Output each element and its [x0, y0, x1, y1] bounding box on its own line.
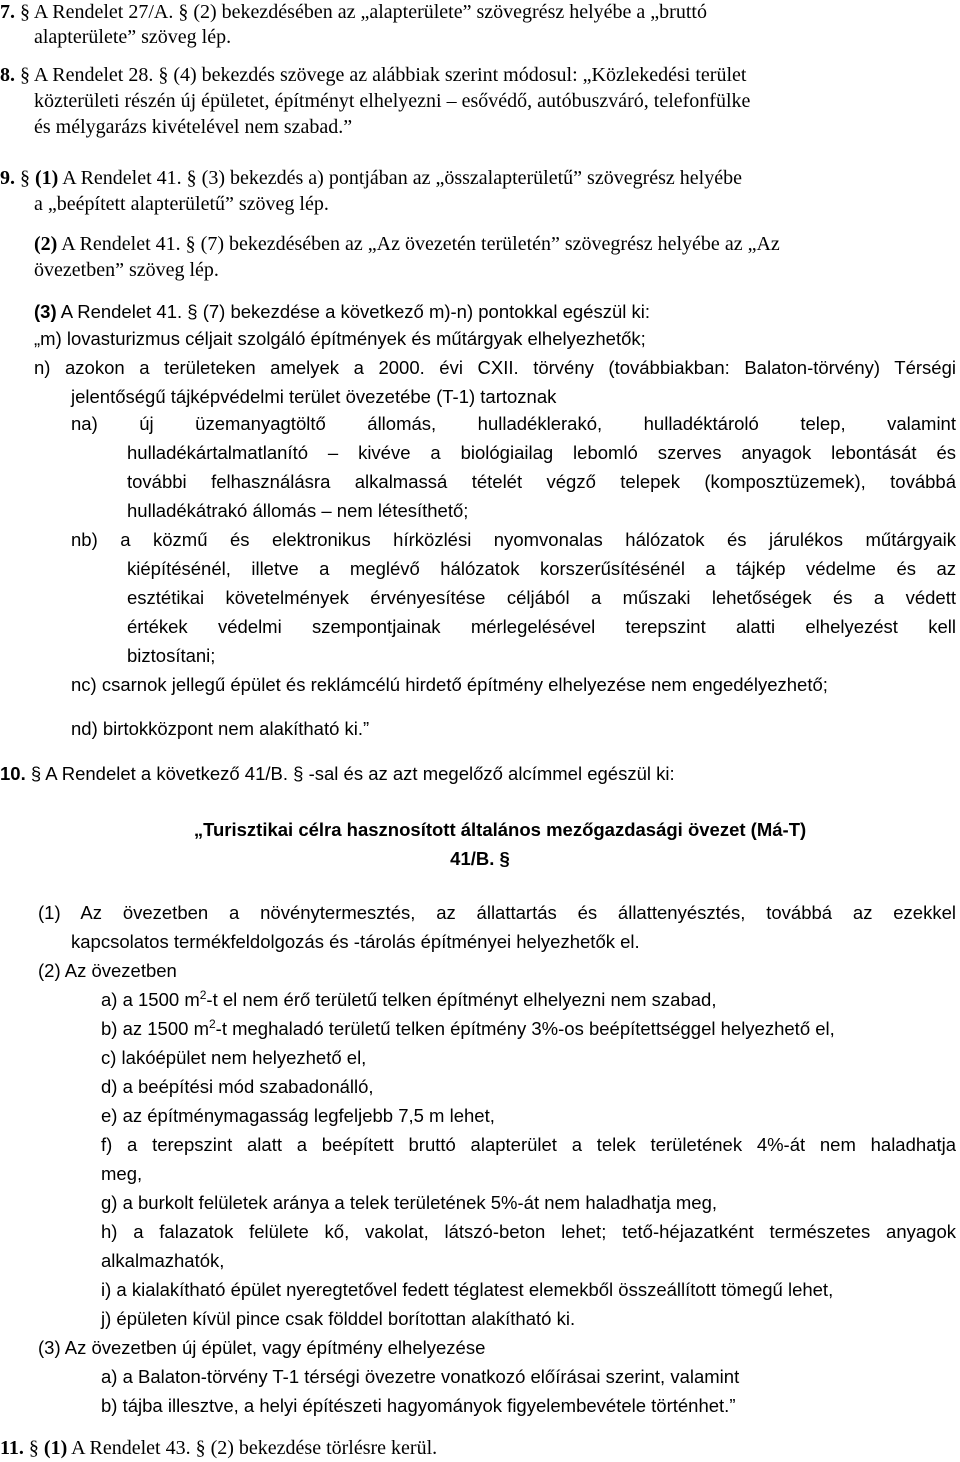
item-9-3-n-2: jelentőségű tájképvédelmi terület övezetébe (T-1) tartoznak [71, 386, 557, 407]
body-2-j: j) épületen kívül pince csak földdel borítottan alakítható ki. [101, 1308, 576, 1329]
item-9-1-line-2: a „beépített alapterületű” szöveg lép. [34, 193, 329, 215]
body-3-heading: (3) Az övezetben új épület, vagy építmény elhelyezése [38, 1337, 486, 1358]
item-9-3-nb-3: esztétikai követelmények érvényesítése céljából a műszaki lehetőségek és a védett [127, 587, 956, 608]
section-heading-title: „Turisztikai célra hasznosított általános mezőgazdasági övezet (Má-T) [193, 819, 807, 840]
item-9-3-nb-2: kiépítésénél, illetve a meglévő hálózatok korszerűsítésénél a tájkép védelme és az [127, 558, 956, 579]
body-2-g: g) a burkolt felületek aránya a telek területének 5%-át nem haladhatja meg, [101, 1192, 718, 1213]
body-3-a: a) a Balaton-törvény T-1 térségi övezetre vonatkozó előírásai szerint, valamint [101, 1366, 740, 1387]
paragraph-sign: § [20, 1, 30, 23]
item-9-3-na-2: hulladékártalmatlanító – kivéve a biológiailag lebomló szerves anyagok lebontását és [127, 442, 956, 463]
body-2-heading: (2) Az övezetben [38, 960, 177, 981]
item-9-1-line-1: 9. § (1) A Rendelet 41. § (3) bekezdés a) pontjában az „összalapterületű” szövegrész helyébe [0, 167, 742, 189]
item-9-3-nd: nd) birtokközpont nem alakítható ki.” [71, 718, 370, 739]
body-1-line-1: (1) Az övezetben a növénytermesztés, az állattartás és állattenyésztés, továbbá az ezekkel [38, 902, 956, 923]
body-3-b: b) tájba illesztve, a helyi építészeti hagyományok figyelembevétele történhet.” [101, 1395, 736, 1416]
item-9-3-na-3: további felhasználásra alkalmassá tételét végző telepek (komposztüzemek), továbbá [127, 471, 956, 492]
body-2-a: a) a 1500 $m^2-t$ el nem érő területű telken építményt elhelyezni nem szabad, [101, 987, 717, 1010]
item-9-3-na-1: na) új üzemanyagtöltő állomás, hulladéklerakó, hulladéktároló telep, valamint [71, 413, 956, 434]
body-2-b: b) az 1500 $m^2-t$ meghaladó területű telken építmény 3%-os beépítettséggel helyezhető el, [101, 1016, 835, 1039]
item-9-2-line-1: (2) A Rendelet 41. § (7) bekezdésében az „Az övezetén területén” szövegrész helyébe az „Az [34, 233, 780, 255]
item-8-line-2: közterületi részén új épületet, építményt elhelyezni – esővédő, autóbuszváró, telefonfülke [34, 90, 751, 112]
item-9-3-nc: nc) csarnok jellegű épület és reklámcélú hirdető építmény elhelyezése nem engedélyezhető; [71, 674, 828, 695]
body-1-line-2: kapcsolatos termékfeldolgozás és -tárolás építményei helyezhetők el. [71, 931, 640, 952]
body-2-d: d) a beépítési mód szabadonálló, [101, 1076, 374, 1097]
body-2-h-2: alkalmazhatók, [101, 1250, 225, 1271]
body-2-f-2: meg, [101, 1163, 143, 1184]
item-10-line: 10. § A Rendelet a következő 41/B. § -sal és az azt megelőző alcímmel egészül ki: [0, 763, 675, 784]
item-8-line-1: 8. § A Rendelet 28. § (4) bekezdés szövege az alábbiak szerint módosul: „Közlekedési terület [0, 64, 747, 86]
section-heading-number: 41/B. § [450, 848, 510, 869]
body-2-i: i) a kialakítható épület nyeregtetővel fedett téglatest elemekből összeállított tömegű lehet, [101, 1279, 834, 1300]
item-7-line-2: alapterülete” szöveg lép. [34, 26, 232, 48]
item-7-line-1: 7. § A Rendelet 27/A. § (2) bekezdésében az „alapterülete” szövegrész helyébe a „bruttó [0, 1, 707, 23]
body-2-e: e) az építménymagasság legfeljebb 7,5 m lehet, [101, 1105, 495, 1126]
item-11-line: 11. § (1) A Rendelet 43. § (2) bekezdése törlésre kerül. [0, 1437, 438, 1459]
item-9-3-nb-4: értékek védelmi szempontjainak mérlegelésével terepszint alatti elhelyezést kell [127, 616, 956, 637]
item-9-3-na-4: hulladékátrakó állomás – nem létesíthető; [127, 500, 469, 521]
item-9-3-nb-5: biztosítani; [127, 645, 216, 666]
body-2-h-1: h) a falazatok felülete kő, vakolat, látszó-beton lehet; tető-héjazatként természetes anyagok [101, 1221, 956, 1242]
item-9-3-line-1: (3) A Rendelet 41. § (7) bekezdése a következő m)-n) pontokkal egészül ki: [34, 301, 651, 322]
item-9-3-m: „m) lovasturizmus céljait szolgáló építmények és műtárgyak elhelyezhetők; [34, 328, 646, 349]
body-2-f-1: f) a terepszint alatt a beépített bruttó alapterület a telek területének 4%-át nem haladhatja [101, 1134, 956, 1155]
item-9-3-nb-1: nb) a közmű és elektronikus hírközlési nyomvonalas hálózatok és járulékos műtárgyaik [71, 529, 956, 550]
body-2-c: c) lakóépület nem helyezhető el, [101, 1047, 367, 1068]
item-9-3-n-1: n) azokon a területeken amelyek a 2000. évi CXII. törvény (továbbiakban: Balaton-törvény) Térségi [34, 357, 956, 378]
item-8-line-3: és mélygarázs kivételével nem szabad.” [34, 116, 353, 138]
item-9-2-line-2: övezetben” szöveg lép. [34, 259, 219, 281]
